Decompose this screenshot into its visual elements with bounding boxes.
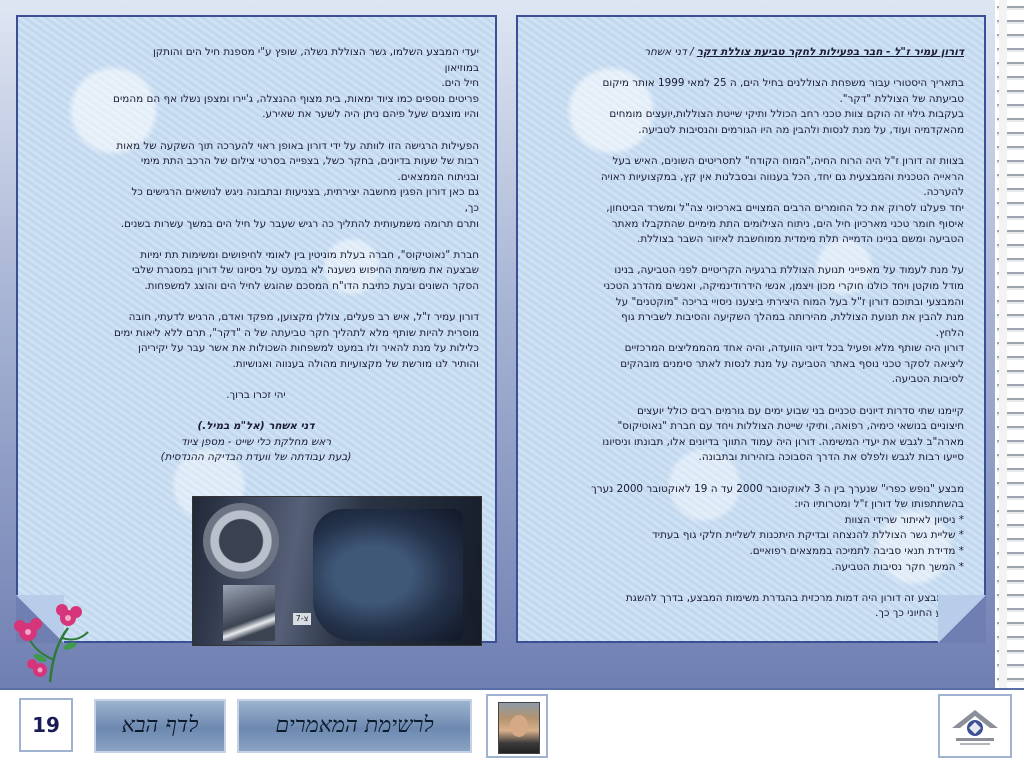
article-author: / דני אשחר — [644, 46, 697, 58]
left-page — [16, 15, 497, 643]
text-line: הראייה הטכנית והמבצעית גם יחד, הכל בענווה ובסבלנות אין קץ, במקצועיות ראויה — [600, 170, 964, 183]
text-line: מהאקדמיה ועוד, על מנת לנסות ולהבין מה היו הגורמים והנסיבות לטביעה. — [638, 123, 964, 136]
text-line: דורון היה שותף מלא ופעיל בכל דיוני הוועדה, והיה אחד מהממליצים המרכזיים — [624, 342, 964, 355]
text-line: * שליית גשר הצוללת להנצחה ובדיקת היתכנות לשליית חלקי גוף בעתיד — [652, 529, 964, 542]
text-line: מוסרית להיות שותף מלא לתהליך חקר טביעתה של ה "דקר", תרם ללא ליאות ימים — [114, 326, 479, 339]
article-paragraph — [534, 404, 964, 466]
text-line: על מנת לעמוד על מאפייני תנועת הצוללת ברגעיה הקריטיים לפני הטביעה, בנינו — [614, 264, 964, 277]
text-line: והמבצעי ובתוכם דורון ז"ל בעל המוח היצירתי ביצענו ניסויי בריכה "מוקטנים" על — [615, 295, 964, 308]
text-line: * המשך חקר נסיבות הטביעה. — [831, 560, 964, 573]
text-line: הטביעה ומשם בניינו הדמייה תלת מימדית ממוחשבת לאיזור השבר בצוללת. — [637, 233, 964, 246]
text-line: והיו מוצגים שעל פיהם ניתן היה לשער את שאירע. — [262, 108, 479, 121]
text-line: חברת "נאוטיקוס", חברה בעלת מוניטין בין לאומי לחיפושים ומשימות תת ימיות — [140, 248, 479, 261]
text-line: בעקבות גילוי זה הוקם צוות טכני רחב הכולל ותיקי שייטת הצוללות,יועצים מומחים — [609, 108, 964, 121]
flower-icon — [10, 598, 92, 682]
article-paragraph — [534, 154, 964, 248]
article-paragraph — [534, 76, 964, 138]
logo-box — [938, 694, 1012, 758]
article-paragraph — [33, 139, 479, 233]
text-line: מארה"ב לגבש את יעדי המשימה. דורון היה עמוד התווך בדיונים אלו, תבונתו וניסיונו — [602, 435, 964, 448]
text-line: טביעתה של הצוללת "דקר". — [839, 92, 964, 105]
text-line: סייעו רבות לגבש ולפלס את הדרך הסבוכה בזהירות ובתבונה. — [698, 451, 964, 464]
photo-tag: צ-7 — [293, 613, 311, 625]
text-line: המידע החיוני כך כך. — [875, 607, 964, 620]
text-line: לסיבות הטביעה. — [891, 373, 964, 386]
right-article-text — [534, 45, 964, 638]
text-line: פריטים נוספים כמו ציוד ימאות, בית מצוף ההנצלה, ג'יירו ומצפן נשלו אף הם מהמים — [113, 92, 479, 105]
article-paragraph — [534, 263, 964, 388]
text-line: מודל מוקטן ויחד כולנו חוקרי מכון ויצמן, אנשי הידרודינמיקה, ואנשים מהדרג הטכני — [603, 279, 964, 292]
text-line: בתאריך היסטורי עבור משפחת הצוללנים בחיל הים, ה 25 למאי 1999 אותר מיקום — [602, 77, 964, 90]
logo-icon[interactable] — [948, 704, 1002, 748]
article-title: דורון עמיר ז"ל - חבר בפעילות לחקר טביעת צוללת דקר — [696, 46, 964, 58]
text-line: חיצוניים בנושאי כימיה, רפואה, ותיקי שייטת הצוללות ויחד עם חברת "נאוטיקוס" — [617, 420, 964, 433]
text-line: להערכה. — [923, 186, 964, 199]
sig-role: (בעת עבודתה של וועדת הבדיקה ההנדסית) — [160, 451, 352, 464]
text-line: איסוף חומר טכני מארכיון חיל הים, ניתוח הצילומים התת מימיים שהתקבלו מאתר — [611, 217, 964, 230]
text-line: מנת להבין את תנועת הצוללת, מהירותה במהלך השקיעה והסיבות לשבירת גוף — [621, 311, 964, 324]
text-line: ותרם תרומה משמעותית להתליך כה רגיש שעבר על חיל הים במשך עשרות בשנים. — [120, 217, 479, 230]
text-line: הלחץ. — [935, 326, 964, 339]
text-line: כך, — [464, 201, 479, 214]
equipment-image — [223, 585, 275, 641]
next-page-button[interactable]: לדף הבא — [94, 699, 226, 753]
text-line: קיימנו שתי סדרות דיונים טכניים בני שבוע ימים עם גורמים רבים כולל יועצים — [636, 404, 964, 417]
text-line: כלילות על מנת להאיר ולו במעט למשפחות השכולות את אשר עבר על יקיריהן — [138, 342, 479, 355]
text-line: שבצעה את משימת החיפוש נשענה לא במעט על ניסיונו של דורון במסגרת שלבי — [131, 264, 479, 277]
text-line: ליציאה לסקר טכני נוסף באתר הטביעה על מנת לנסות לאתר סימנים מובהקים — [620, 357, 964, 370]
gauge-image — [203, 503, 279, 579]
sig-role: ראש מחלקת כלי שייט - מספן ציוד — [180, 435, 332, 448]
page-number-box — [19, 698, 73, 752]
text-line: * מדידת תנאי סביבה לתמיכה בממצאים רפואיים. — [749, 545, 964, 557]
portrait-box — [486, 694, 548, 758]
article-paragraph — [534, 482, 964, 576]
text-line: חיל הים. — [441, 77, 479, 90]
article-paragraph — [33, 248, 479, 295]
sig-name: דני אשחר (אל"מ במיל.) — [197, 420, 315, 433]
text-line: גם כאן דורון הפגין מחשבה יצירתית, בצניעות ובתבונה ניגש לנושאים הרגישים כל — [131, 186, 479, 199]
left-article-text — [33, 45, 479, 482]
articles-list-button[interactable]: לרשימת המאמרים — [237, 699, 472, 753]
text-line: יחד פעלנו לסרוק את כל החומרים הרבים המצויים בארכיוני צה"ל ומשרד הביטחון, — [606, 201, 964, 214]
article-heading — [534, 45, 964, 61]
text-line: והותיר לנו מורשת של מקצועיות מהולה בענווה ואנושיות. — [232, 357, 479, 370]
portrait-image[interactable] — [498, 702, 540, 754]
text-line: * ניסיון לאיתור שרידי הצוות — [844, 513, 964, 526]
text-line: ובניתוח הממצאים. — [397, 170, 479, 183]
text-line: הסקר השונים ובעת כתיבת הדו"ח המסכם שהוגש לחיל הים והוצג למשפחות. — [144, 279, 479, 292]
blessing: יהי זכרו ברוך. — [226, 389, 286, 402]
text-line: רבות של שעות בדיונים, בחקר כשל, בצפייה בסרטי צילום של הרכב התת מימי — [140, 155, 479, 168]
text-line: בהשתתפותו של דורון ז"ל ומטרותיו היו: — [794, 498, 964, 511]
article-paragraph — [534, 591, 964, 622]
text-line: גם במבצע זה דורון היה דמות מרכזית בהגדרת משימות המבצע, בדרך להשגת — [625, 591, 964, 604]
text-line: מבצע "נופש כפרי" שנערך בין ה 3 לאוקטובר 2000 עד ה 19 לאוקטובר 2000 נערך — [591, 482, 964, 495]
text-line: בצוות זה דורון ז"ל היה הרוח החיה,"המוח הקודח" לתסריטים השונים, האיש בעל — [612, 155, 964, 168]
text-line: דורון עמיר ז"ל, איש רב פעלים, צוללן מקצוען, מפקד ואדם, הרגיש לדעתי, חובה — [128, 311, 479, 324]
text-line: במוזיאון — [444, 61, 479, 74]
article-paragraph — [33, 45, 479, 123]
wreck-photo — [192, 496, 482, 646]
submarine-hull-image — [313, 509, 463, 641]
text-line: הפעילות הרגישה הזו לוותה על ידי דורון באופן ראוי להערכה תוך השקעה של מאות — [116, 139, 479, 152]
binder-rings — [997, 0, 1024, 688]
text-line: יעדי המבצע השלמו, גשר הצוללת נשלה, שופץ ע"י מספנת חיל הים והותקן — [152, 46, 479, 58]
signature-block — [33, 388, 479, 466]
right-page — [516, 15, 986, 643]
page-number: 19 — [29, 708, 63, 742]
article-paragraph — [33, 310, 479, 372]
